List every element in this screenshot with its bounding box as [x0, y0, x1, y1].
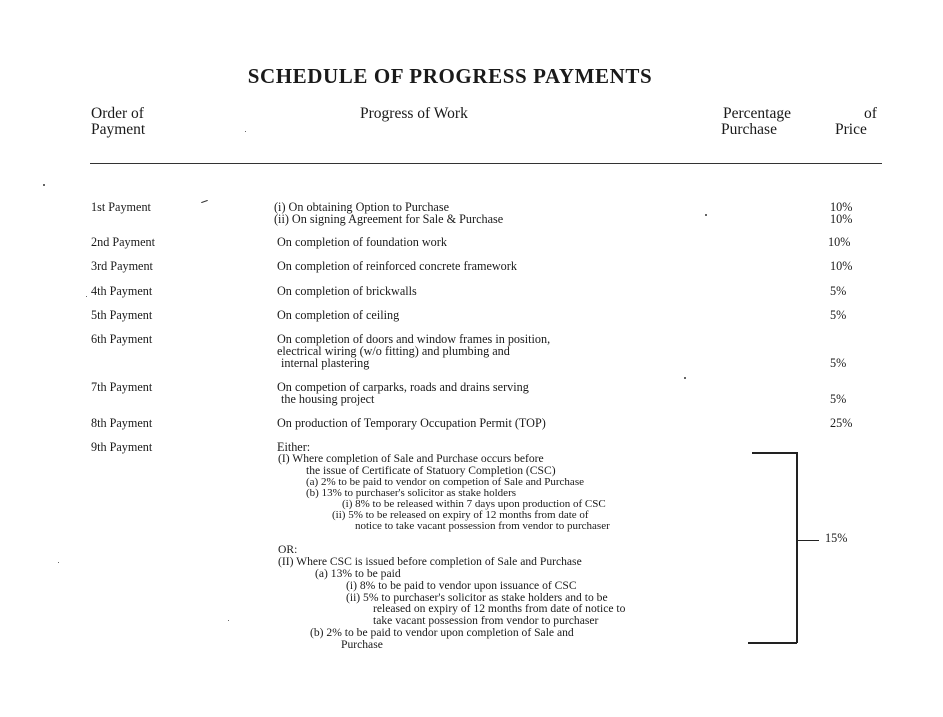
- payment-desc-line: (ii) On signing Agreement for Sale & Purchase: [274, 212, 504, 226]
- ninth-either-b: (b) 13% to purchaser's solicitor as stake holders: [306, 487, 517, 499]
- ninth-or-a-ii-line3: take vacant possession from vendor to purchaser: [373, 614, 599, 627]
- payment-order: 1st Payment: [91, 200, 151, 214]
- payment-desc-line: (i) On obtaining Option to Purchase: [274, 200, 449, 214]
- ninth-or-a-ii-line1: (ii) 5% to purchaser's solicitor as stake holders and to be: [346, 591, 608, 604]
- scan-speck: [684, 377, 686, 379]
- payment-percentage: 25%: [830, 416, 853, 430]
- payment-order: 8th Payment: [91, 416, 153, 430]
- bracket-pointer: [797, 540, 819, 541]
- payment-desc-line: On completion of doors and window frames in position,: [277, 332, 551, 346]
- payment-desc-line: electrical wiring (w/o fitting) and plumbing and: [277, 344, 510, 358]
- ninth-either-I-line1: (I) Where completion of Sale and Purchase occurs before: [278, 452, 544, 465]
- ninth-or-b-line1: (b) 2% to be paid to vendor upon completion of Sale and: [310, 626, 574, 639]
- header-of: of: [864, 105, 877, 122]
- payment-percentage: 5%: [830, 284, 847, 298]
- payment-desc-line: On completion of brickwalls: [277, 284, 417, 298]
- scan-speck: [245, 131, 246, 132]
- ninth-or-a: (a) 13% to be paid: [315, 567, 401, 580]
- header-progress: Progress of Work: [360, 105, 468, 122]
- payment-order: 7th Payment: [91, 380, 153, 394]
- scan-speck: [86, 296, 87, 297]
- page-title: SCHEDULE OF PROGRESS PAYMENTS: [247, 64, 653, 88]
- payment-percentage: 10%: [830, 212, 853, 226]
- ninth-or-b-line2: Purchase: [341, 638, 383, 651]
- scan-speck: [705, 214, 707, 216]
- bracket-vertical: [796, 452, 798, 643]
- payment-percentage: 5%: [830, 392, 847, 406]
- bracket-top: [752, 452, 797, 454]
- ninth-either-I-line2: the issue of Certificate of Statuory Completion (CSC): [306, 464, 556, 477]
- ninth-either-b-ii-line1: (ii) 5% to be released on expiry of 12 months from date of: [332, 509, 589, 521]
- payment-desc-line: On production of Temporary Occupation Permit (TOP): [277, 416, 546, 430]
- ninth-or-a-i: (i) 8% to be paid to vendor upon issuance of CSC: [346, 579, 577, 592]
- ninth-or-II: (II) Where CSC is issued before completion of Sale and Purchase: [278, 555, 582, 568]
- payment-desc-line: internal plastering: [281, 356, 370, 370]
- payment-desc-line: On completion of foundation work: [277, 235, 447, 249]
- payment-order: 5th Payment: [91, 308, 153, 322]
- header-percentage: Percentage: [723, 105, 791, 122]
- payment-percentage: 5%: [830, 308, 847, 322]
- payment-order: 4th Payment: [91, 284, 153, 298]
- payment-order: 6th Payment: [91, 332, 153, 346]
- payment-desc-line: the housing project: [281, 392, 375, 406]
- payment-order: 9th Payment: [91, 440, 153, 454]
- payment-desc-line: Either:: [277, 440, 311, 454]
- header-purchase: Purchase: [721, 121, 777, 138]
- header-divider: [90, 163, 882, 164]
- payment-percentage: 10%: [830, 259, 853, 273]
- scan-speck: [201, 200, 208, 203]
- header-order-line2: Payment: [91, 121, 146, 138]
- ninth-or-a-ii-line2: released on expiry of 12 months from date of notice to: [373, 602, 626, 615]
- header-price: Price: [835, 121, 867, 138]
- payment-percentage: 5%: [830, 356, 847, 370]
- scan-speck: [228, 620, 229, 621]
- header-order-line1: Order of: [91, 105, 144, 122]
- ninth-either-b-i: (i) 8% to be released within 7 days upon production of CSC: [342, 498, 606, 510]
- payment-desc-line: On completion of reinforced concrete framework: [277, 259, 517, 273]
- payment-order: 3rd Payment: [91, 259, 153, 273]
- ninth-percentage: 15%: [825, 531, 848, 545]
- ninth-either-b-ii-line2: notice to take vacant possession from vendor to purchaser: [355, 520, 610, 532]
- ninth-either-a: (a) 2% to be paid to vendor on competion of Sale and Purchase: [306, 476, 584, 488]
- scan-speck: [43, 184, 45, 186]
- scan-speck: [58, 562, 59, 563]
- payment-order: 2nd Payment: [91, 235, 155, 249]
- bracket-bottom: [748, 642, 797, 644]
- payment-percentage: 10%: [830, 200, 853, 214]
- payment-desc-line: On completion of ceiling: [277, 308, 400, 322]
- payment-desc-line: On competion of carparks, roads and drains serving: [277, 380, 529, 394]
- ninth-or: OR:: [278, 543, 298, 556]
- payment-percentage: 10%: [828, 235, 851, 249]
